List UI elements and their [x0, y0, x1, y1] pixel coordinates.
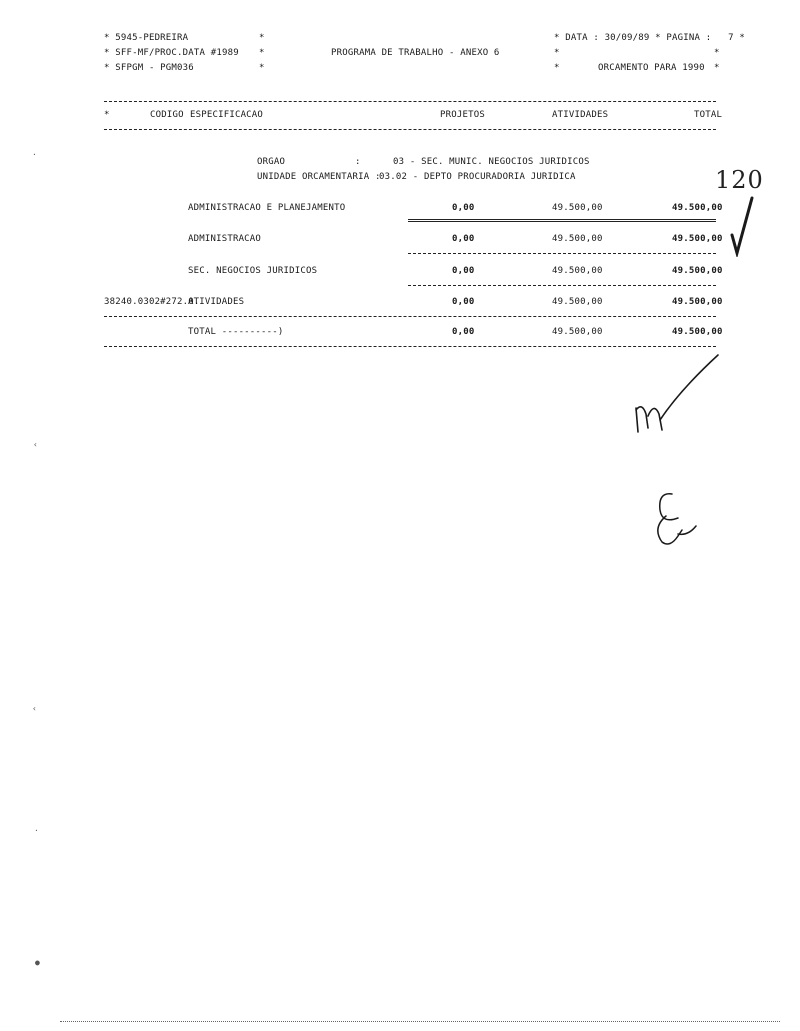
- orgao-value: 03 - SEC. MUNIC. NEGOCIOS JURIDICOS: [393, 157, 590, 167]
- unidade-label: UNIDADE ORCAMENTARIA :: [257, 172, 381, 182]
- table-bottom-rule: [104, 346, 716, 347]
- row-atividades: 49.500,00: [552, 234, 603, 244]
- header-date-page: * DATA : 30/09/89 * PAGINA : 7 *: [554, 33, 746, 43]
- row-description: ADMINISTRACAO E PLANEJAMENTO: [188, 203, 346, 213]
- row-description: ATIVIDADES: [188, 297, 245, 307]
- row-projetos: 0,00: [452, 297, 475, 307]
- total-value: 49.500,00: [672, 327, 723, 337]
- orgao-label: ORGAO: [257, 157, 286, 167]
- row-total: 49.500,00: [672, 203, 723, 213]
- header-star: *: [554, 63, 560, 73]
- column-especificacao: ESPECIFICACAO: [190, 110, 264, 120]
- row-rule: [408, 253, 716, 254]
- row-description: SEC. NEGOCIOS JURIDICOS: [188, 266, 318, 276]
- row-codigo: 38240.0302#272.0.: [104, 297, 200, 307]
- row-total: 49.500,00: [672, 266, 723, 276]
- total-atividades: 49.500,00: [552, 327, 603, 337]
- scan-speck: ‹: [33, 440, 38, 449]
- row-atividades: 49.500,00: [552, 266, 603, 276]
- unidade-value: 03.02 - DEPTO PROCURADORIA JURIDICA: [379, 172, 576, 182]
- row-total: 49.500,00: [672, 234, 723, 244]
- margin-check-mark: [728, 195, 758, 257]
- table-header-rule: [104, 129, 716, 130]
- column-marker: *: [104, 110, 110, 120]
- header-program: * SFPGM - PGM036: [104, 63, 194, 73]
- row-rule: [104, 316, 716, 317]
- table-top-rule: [104, 101, 716, 102]
- header-star: *: [714, 63, 720, 73]
- column-projetos: PROJETOS: [440, 110, 485, 120]
- handwritten-page-number: 120: [715, 166, 764, 194]
- column-codigo: CODIGO: [150, 110, 184, 120]
- row-double-rule: [408, 219, 716, 222]
- row-atividades: 49.500,00: [552, 203, 603, 213]
- scan-speck: ·: [34, 826, 39, 835]
- budget-year: ORCAMENTO PARA 1990: [598, 63, 705, 73]
- report-title: PROGRAMA DE TRABALHO - ANEXO 6: [331, 48, 500, 58]
- header-star: *: [259, 48, 265, 58]
- header-star: *: [554, 48, 560, 58]
- row-projetos: 0,00: [452, 203, 475, 213]
- row-projetos: 0,00: [452, 234, 475, 244]
- scan-speck: ●: [35, 958, 40, 967]
- row-atividades: 49.500,00: [552, 297, 603, 307]
- column-atividades: ATIVIDADES: [552, 110, 609, 120]
- handwritten-signature: [648, 488, 700, 550]
- header-department: * SFF-MF/PROC.DATA #1989: [104, 48, 239, 58]
- row-projetos: 0,00: [452, 266, 475, 276]
- header-star: *: [714, 48, 720, 58]
- orgao-separator: :: [355, 157, 361, 167]
- header-system: * 5945-PEDREIRA: [104, 33, 189, 43]
- handwritten-initials: [630, 350, 725, 442]
- scan-bottom-edge: [60, 1021, 780, 1022]
- scan-speck: ·: [32, 150, 37, 159]
- header-star: *: [259, 33, 265, 43]
- row-description: ADMINISTRACAO: [188, 234, 262, 244]
- row-total: 49.500,00: [672, 297, 723, 307]
- header-star: *: [259, 63, 265, 73]
- total-label: TOTAL ----------): [188, 327, 284, 337]
- row-rule: [408, 285, 716, 286]
- column-total: TOTAL: [694, 110, 723, 120]
- total-projetos: 0,00: [452, 327, 475, 337]
- scan-speck: ‹: [32, 704, 37, 713]
